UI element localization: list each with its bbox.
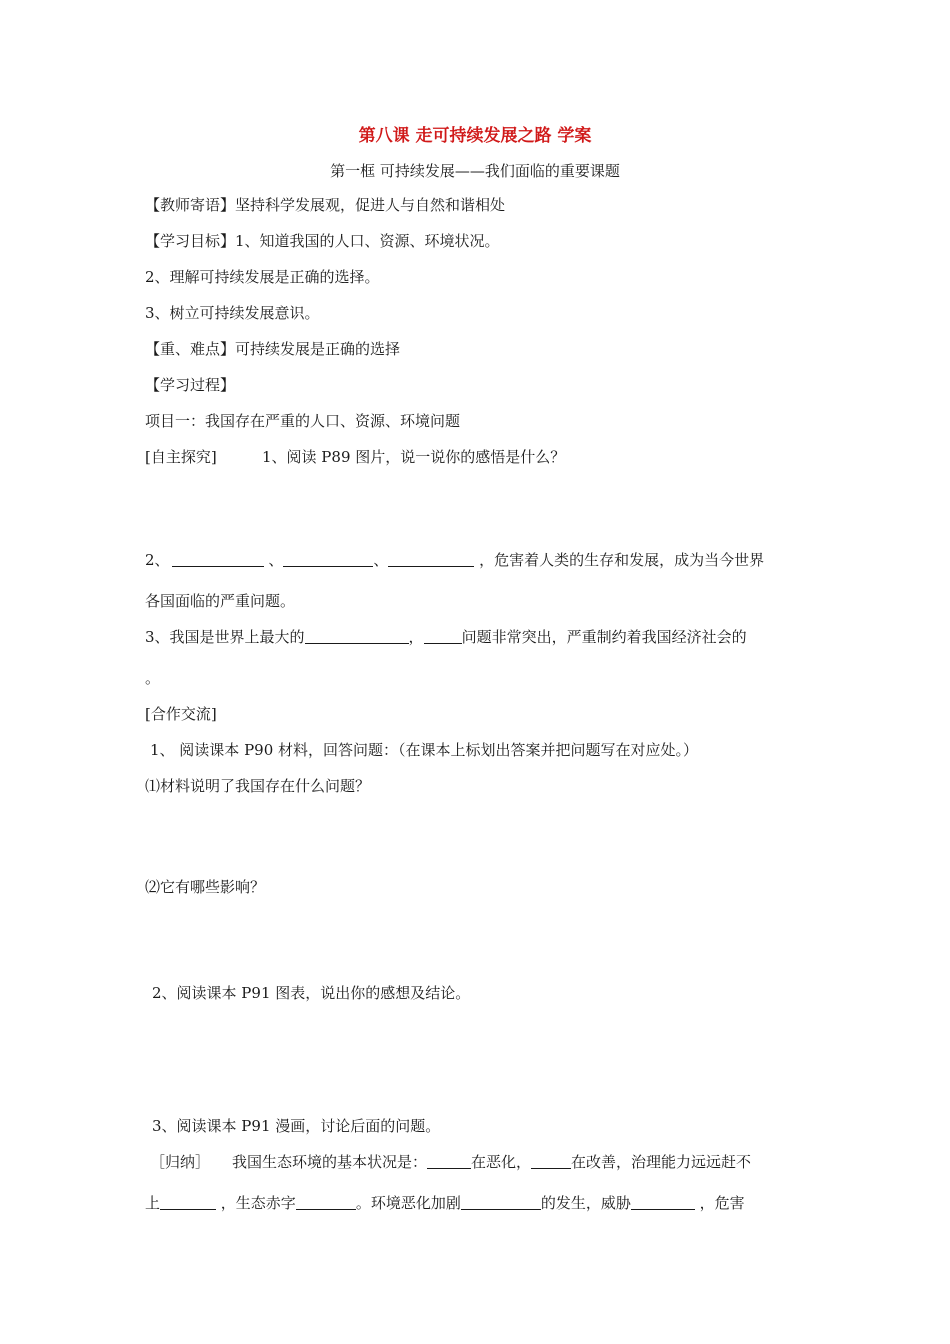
- blank-field[interactable]: [631, 1194, 695, 1210]
- summary-line-2: [145, 1193, 745, 1213]
- question-3-line-2: 。: [145, 669, 161, 687]
- question-2-suffix: ，危害着人类的生存和发展，成为当今世界: [479, 551, 765, 569]
- summary-text: 我国生态环境的基本状况是：: [232, 1153, 428, 1171]
- summary-text: 。环境恶化加剧: [355, 1194, 461, 1212]
- process-heading: 【学习过程】: [145, 376, 236, 394]
- project-one-heading: 项目一：我国存在严重的人口、资源、环境问题: [145, 412, 461, 430]
- blank-field[interactable]: [531, 1153, 571, 1169]
- self-explore-question: 1、阅读 P89 图片，说一说你的感悟是什么？: [262, 448, 566, 466]
- summary-text: ，危害: [699, 1194, 745, 1212]
- blank-field[interactable]: [172, 551, 264, 567]
- blank-field[interactable]: [305, 628, 409, 644]
- summary-text: 的发生，威胁: [540, 1194, 631, 1212]
- cooperation-item-1: 1、 阅读课本 P90 材料，回答问题：（在课本上标划出答案并把问题写在对应处。）: [150, 741, 699, 759]
- blank-field[interactable]: [461, 1194, 541, 1210]
- teacher-message: 【教师寄语】坚持科学发展观，促进人与自然和谐相处: [145, 196, 506, 214]
- objective-2: 2、理解可持续发展是正确的选择。: [145, 268, 380, 286]
- separator: 、: [373, 551, 389, 569]
- summary-line-1: [150, 1152, 751, 1172]
- objective-1: 【学习目标】1、知道我国的人口、资源、环境状况。: [145, 232, 500, 250]
- separator: ，: [408, 628, 424, 646]
- lesson-subtitle: 第一框 可持续发展——我们面临的重要课题: [330, 162, 620, 180]
- blank-field[interactable]: [283, 551, 373, 567]
- summary-text: ，生态赤字: [220, 1194, 296, 1212]
- question-3-line-1: [145, 627, 747, 647]
- cooperation-sub-1: ⑴材料说明了我国存在什么问题？: [145, 777, 371, 795]
- question-2-line-1: [145, 550, 764, 570]
- summary-text: 在恶化，: [471, 1153, 532, 1171]
- objective-3: 3、树立可持续发展意识。: [145, 304, 320, 322]
- question-2-prefix: 2、: [145, 551, 170, 569]
- cooperation-sub-2: ⑵它有哪些影响？: [145, 878, 266, 896]
- question-3-suffix: 问题非常突出，严重制约着我国经济社会的: [461, 628, 747, 646]
- lesson-title: 第八课 走可持续发展之路 学案: [358, 126, 592, 146]
- self-explore-label: [自主探究]: [145, 448, 217, 466]
- blank-field[interactable]: [160, 1194, 216, 1210]
- key-points: 【重、难点】可持续发展是正确的选择: [145, 340, 401, 358]
- summary-text: 在改善，治理能力远远赶不: [571, 1153, 752, 1171]
- blank-field[interactable]: [388, 551, 474, 567]
- cooperation-item-2: 2、阅读课本 P91 图表，说出你的感想及结论。: [152, 984, 471, 1002]
- summary-text: 上: [145, 1194, 161, 1212]
- cooperation-item-3: 3、阅读课本 P91 漫画，讨论后面的问题。: [152, 1117, 441, 1135]
- question-3-prefix: 3、我国是世界上最大的: [145, 628, 305, 646]
- separator: 、: [268, 551, 284, 569]
- cooperation-label: [合作交流]: [145, 705, 217, 723]
- blank-field[interactable]: [424, 628, 462, 644]
- question-2-line-2: 各国面临的严重问题。: [145, 592, 296, 610]
- summary-label: ［归纳］: [150, 1153, 211, 1171]
- blank-field[interactable]: [427, 1153, 471, 1169]
- blank-field[interactable]: [296, 1194, 356, 1210]
